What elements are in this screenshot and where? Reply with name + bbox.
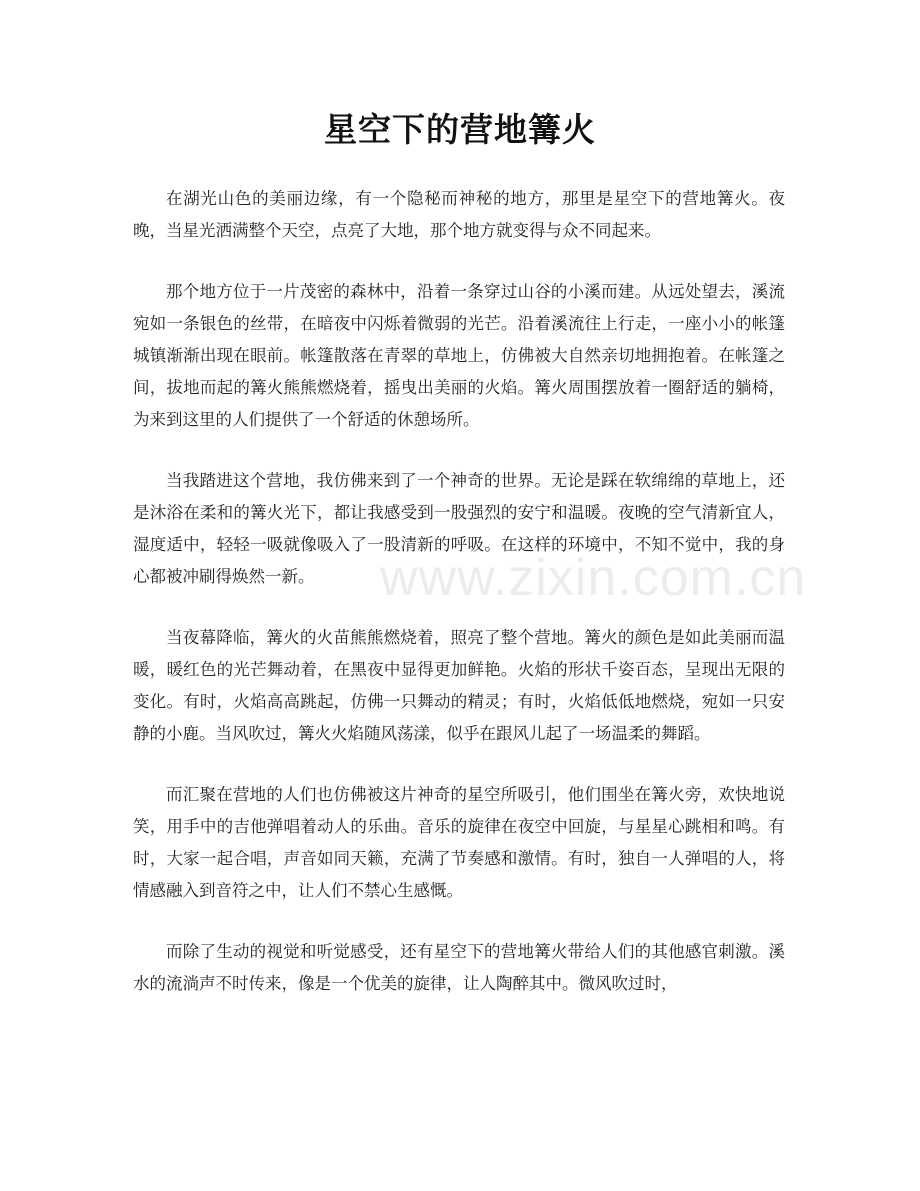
document-title: 星空下的营地篝火 bbox=[324, 110, 596, 149]
paragraph-1: 在湖光山色的美丽边缘，有一个隐秘而神秘的地方，那里是星空下的营地篝火。夜晚，当星光洒满整个天空，点亮了大地，那个地方就变得与众不同起来。 bbox=[133, 189, 785, 240]
watermark-text: www.zixin.com.cn bbox=[380, 549, 807, 607]
paragraph-2: 那个地方位于一片茂密的森林中，沿着一条穿过山谷的小溪而建。从远处望去，溪流宛如一条银色的丝带，在暗夜中闪烁着微弱的光芒。沿着溪流往上行走，一座小小的帐篷城镇渐渐出现在眼前。帐篷散落在青翠的草地上，仿佛被大自然亲切地拥抱着。在帐篷之间，拔地而起的篝火熊熊燃烧着，摇曳出美丽的火焰。篝火周围摆放着一圈舒适的躺椅，为来到这里的人们提供了一个舒适的休憩场所。 bbox=[133, 282, 785, 429]
paragraph-6: 而除了生动的视觉和听觉感受，还有星空下的营地篝火带给人们的其他感官刺激。溪水的流淌声不时传来，像是一个优美的旋律，让人陶醉其中。微风吹过时， bbox=[133, 942, 785, 993]
document-body bbox=[133, 183, 785, 1029]
paragraph-5: 而汇聚在营地的人们也仿佛被这片神奇的星空所吸引，他们围坐在篝火旁，欢快地说笑，用手中的吉他弹唱着动人的乐曲。音乐的旋律在夜空中回旋，与星星心跳相和鸣。有时，大家一起合唱，声音如同天籁，充满了节奏感和激情。有时，独自一人弹唱的人，将情感融入到音符之中，让人们不禁心生感慨。 bbox=[133, 785, 785, 900]
paragraph-3: 当我踏进这个营地，我仿佛来到了一个神奇的世界。无论是踩在软绵绵的草地上，还是沐浴在柔和的篝火光下，都让我感受到一股强烈的安宁和温暖。夜晚的空气清新宜人，湿度适中，轻轻一吸就像吸入了一股清新的呼吸。在这样的环境中，不知不觉中，我的身心都被冲刷得焕然一新。 bbox=[133, 471, 785, 586]
paragraph-4: 当夜幕降临，篝火的火苗熊熊燃烧着，照亮了整个营地。篝火的颜色是如此美丽而温暖，暖红色的光芒舞动着，在黑夜中显得更加鲜艳。火焰的形状千姿百态，呈现出无限的变化。有时，火焰高高跳起，仿佛一只舞动的精灵；有时，火焰低低地燃烧，宛如一只安静的小鹿。当风吹过，篝火火焰随风荡漾，似乎在跟风儿起了一场温柔的舞蹈。 bbox=[133, 628, 785, 743]
